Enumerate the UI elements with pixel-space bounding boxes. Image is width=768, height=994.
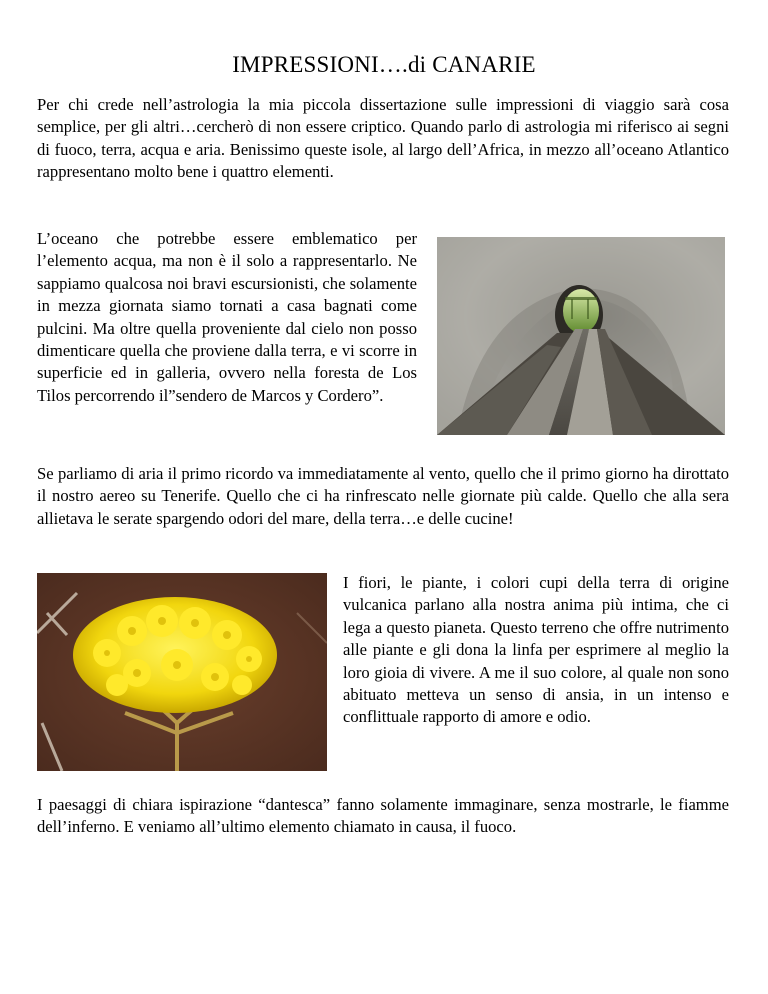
paragraph-fire: I paesaggi di chiara ispirazione “dantesca” fanno solamente immaginare, senza mostrarle, le fiamme dell’inferno. E veniamo all’ultimo elemento chiamato in causa, il fuoco.: [37, 795, 729, 837]
page-title: IMPRESSIONI….di CANARIE: [232, 52, 536, 77]
paragraph-intro: Per chi crede nell’astrologia la mia piccola dissertazione sulle impressioni di viaggio sarà cosa semplice, per gli altri…cercherò di non essere criptico. Quando parlo di astrologia mi riferisco ai segni di fuoco, terra, acqua e aria. Benissimo queste isole, al largo dell’Africa, in mezzo all’oceano Atlantico rappresentano molto bene i quattro elementi.: [37, 95, 729, 182]
paragraph-water: L’oceano che potrebbe essere emblematico per l’elemento acqua, ma non è il solo a rappresentarlo. Ne sappiamo qualcosa noi bravi escursionisti, che solamente in mezza giornata siamo tornati a casa bagnati come pulcini. Ma oltre quella proveniente dal cielo non posso dimenticare quella che proviene dalla terra, e vi scorre in superficie ed in galleria, ovvero nella foresta de Los Tilos percorrendo il”sendero de Marcos y Cordero”.: [37, 229, 417, 405]
flower-photo: [37, 573, 327, 771]
paragraph-earth: I fiori, le piante, i colori cupi della terra di origine vulcanica parlano alla nostra anima più intima, che ci lega a questo pianeta. Questo terreno che offre nutrimento alle piante e gli dona la linfa per esprimere al meglio la loro gioia di vivere. A me il suo colore, al quale non sono abituato metteva un senso di ansia, in un intenso e conflittuale rapporto di amore e odio.: [343, 573, 729, 727]
paragraph-air: Se parliamo di aria il primo ricordo va immediatamente al vento, quello che il primo giorno ha dirottato il nostro aereo su Tenerife. Quello che ci ha rinfrescato nelle giornate più calde. Quello che alla sera allietava le serate spargendo odori del mare, della terra…e delle cucine!: [37, 464, 729, 528]
tunnel-photo: [437, 237, 725, 435]
